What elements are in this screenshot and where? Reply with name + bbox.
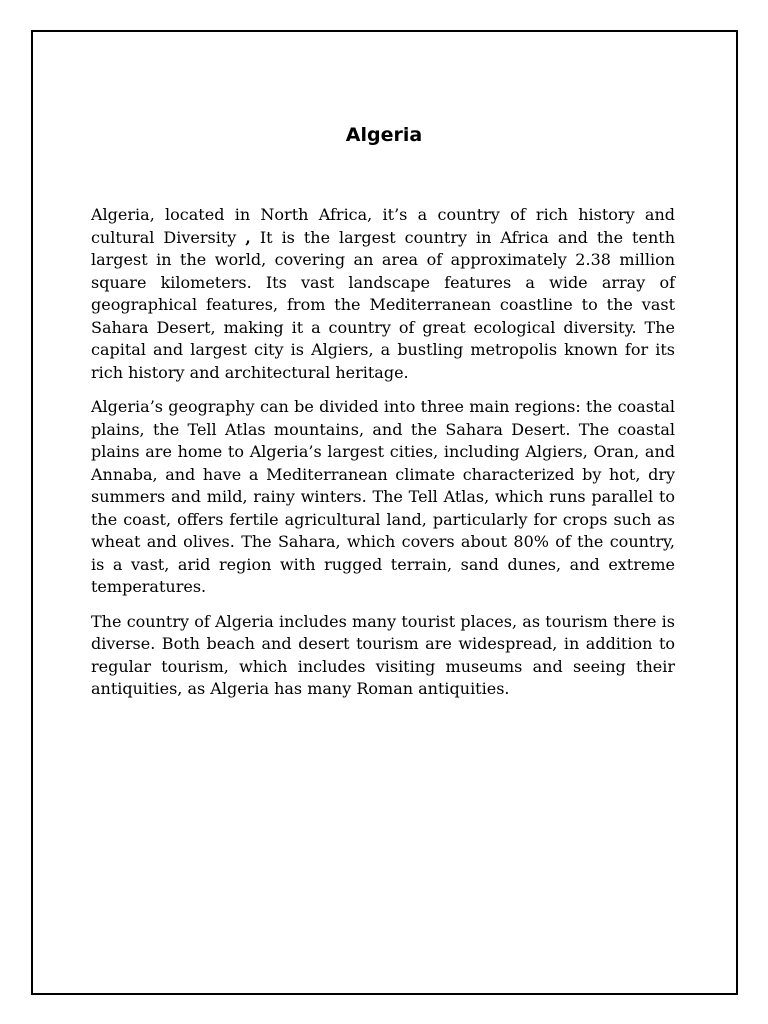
document-title: Algeria xyxy=(345,124,423,146)
paragraph-geography: Algeria’s geography can be divided into three main regions: the coastal plains, the Tell Atlas mountains, and the Sahara Desert. The coastal plains are home to Algeria’s largest cities, including Algiers, Oran, and Annaba, and have a Mediterranean climate characterized by hot, dry summers and mild, rainy winters. The Tell Atlas, which runs parallel to the coast, offers fertile agricultural land, particularly for crops such as wheat and olives. The Sahara, which covers about 80% of the country, is a vast, arid region with rugged terrain, sand dunes, and extreme temperatures. xyxy=(91,397,675,596)
paragraph-intro xyxy=(91,204,675,384)
paragraph-intro-text-end: It is the largest country in Africa and the tenth largest in the world, covering an area of approximately 2.38 million square kilometers. Its vast landscape features a wide array of geographical features, from the Mediterranean coastline to the vast Sahara Desert, making it a country of great ecological diversity. The capital and largest city is Algiers, a bustling metropolis known for its rich history and architectural heritage. xyxy=(91,227,675,382)
document-body xyxy=(91,204,675,713)
paragraph-intro-bold-comma: , xyxy=(245,227,251,247)
paragraph-tourism: The country of Algeria includes many tourist places, as tourism there is diverse. Both beach and desert tourism are widespread, in addition to regular tourism, which includes visiting museums and seeing their antiquities, as Algeria has many Roman antiquities. xyxy=(91,611,675,698)
paragraph-intro-text-start: Algeria, located in North Africa, it’s a country of rich history and cultural Diversity xyxy=(91,205,675,247)
